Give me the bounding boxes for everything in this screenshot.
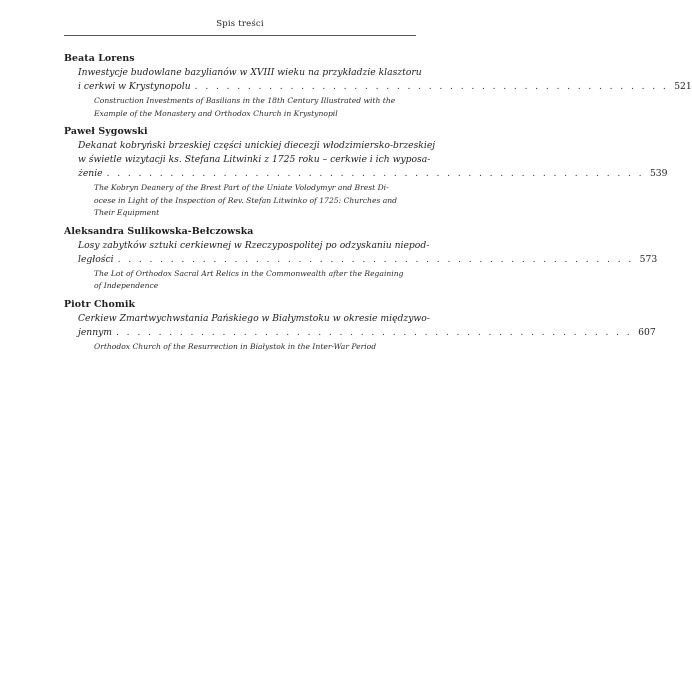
toc-author: Piotr Chomik: [64, 298, 136, 310]
toc-author: Aleksandra Sulikowska-Bełczowska: [64, 225, 254, 237]
toc-english-line: of Independence: [94, 281, 159, 290]
toc-title-last: [64, 253, 658, 267]
toc-leader-dots: . . . . . . . . . . . . . . . . . . . . . . . . . . . . . . . . . . . . . . . . . . . . .: [194, 81, 669, 92]
toc-title-line: Cerkiew Zmartwychwstania Pańskiego w Białymstoku w okresie międzywo-: [78, 312, 430, 324]
toc-english-line: The Kobryn Deanery of the Brest Part of the Uniate Volodymyr and Brest Di-: [94, 183, 389, 192]
toc-title-end: i cerkwi w Krystynopolu: [78, 81, 191, 92]
toc-title-last: [64, 167, 668, 181]
toc-title-end: ległości: [78, 253, 114, 265]
toc-leader-dots: . . . . . . . . . . . . . . . . . . . . . . . . . . . . . . . . . . . . . . . . . . . . . . . . . . .: [106, 168, 644, 179]
toc-author: Beata Lorens: [64, 53, 135, 64]
toc-english-line: Their Equipment: [94, 208, 160, 217]
toc-leader-dots: . . . . . . . . . . . . . . . . . . . . . . . . . . . . . . . . . . . . . . . . . . . . . . . . .: [116, 326, 633, 338]
toc-page-number: 573: [639, 253, 658, 265]
toc-title-line: Losy zabytków sztuki cerkiewnej w Rzeczypospolitej po odzyskaniu niepod-: [78, 239, 430, 251]
toc-leader-dots: . . . . . . . . . . . . . . . . . . . . . . . . . . . . . . . . . . . . . . . . . . . . . . . . .: [117, 253, 634, 265]
toc-page-number: 521: [674, 81, 692, 92]
toc-english-title: [64, 341, 416, 354]
toc-title-last: [64, 80, 692, 94]
toc-page-number: 539: [649, 168, 668, 179]
toc-author: Paweł Sygowski: [64, 126, 148, 137]
toc-title-line: Dekanat kobryński brzeskiej części unickiej diecezji włodzimiersko-brzeskiej: [78, 140, 436, 151]
toc-entry: [64, 225, 658, 293]
toc-english-title: [64, 268, 416, 293]
toc-english-line: Orthodox Church of the Resurrection in Białystok in the Inter-War Period: [94, 341, 377, 351]
toc-entry: [64, 52, 692, 120]
running-header: Spis treści: [216, 19, 264, 29]
toc-english-line: The Lot of Orthodox Sacral Art Relics in the Commonwealth after the Regaining: [94, 268, 404, 278]
header-rule: [64, 35, 416, 36]
toc-page-number: 607: [638, 326, 656, 338]
toc-english-line: ocese in Light of the Inspection of Rev. Stefan Litwinko of 1725: Churches and: [94, 195, 398, 205]
table-of-contents: [64, 52, 692, 358]
toc-english-title: [64, 95, 416, 120]
toc-english-title: [64, 182, 416, 220]
toc-title-line: w świetle wizytacji ks. Stefana Litwinki z 1725 roku – cerkwie i ich wyposa-: [78, 154, 431, 165]
toc-english-line: Example of the Monastery and Orthodox Church in Krystynopil: [94, 108, 338, 118]
toc-english-line: Construction Investments of Basilians in the 18th Century Illustrated with the: [94, 96, 396, 105]
toc-entry: [64, 125, 668, 220]
toc-title-line: Inwestycje budowlane bazylianów w XVIII wieku na przykładzie klasztoru: [78, 67, 422, 78]
toc-title-last: [64, 326, 656, 340]
toc-entry: [64, 298, 656, 354]
toc-title-end: żenie: [78, 168, 103, 179]
toc-title-end: jennym: [78, 326, 113, 338]
